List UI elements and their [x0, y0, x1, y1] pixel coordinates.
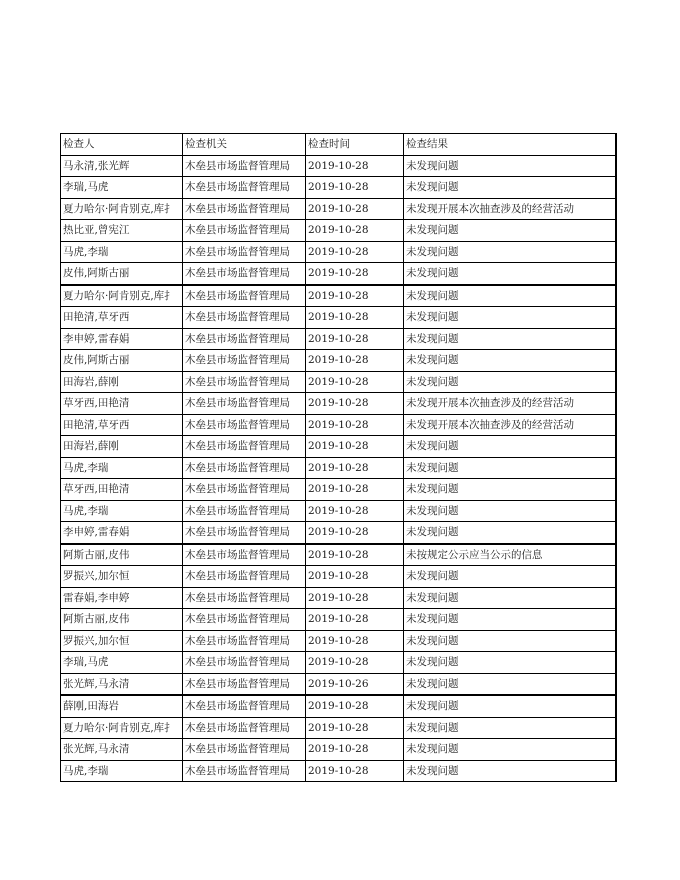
- cell-inspector: 夏力哈尔·阿肯别克,库扌: [61, 717, 183, 739]
- cell-agency: 木垒县市场监督管理局: [183, 457, 306, 479]
- cell-date: 2019-10-28: [306, 609, 404, 631]
- cell-date: 2019-10-28: [306, 393, 404, 415]
- table-row: [61, 328, 616, 350]
- cell-date: 2019-10-28: [306, 307, 404, 329]
- cell-inspector: 薛刚,田海岩: [61, 695, 183, 717]
- cell-inspector: 夏力哈尔·阿肯别克,库扌: [61, 198, 183, 220]
- cell-inspector: 马虎,李瑞: [61, 241, 183, 263]
- cell-agency: 木垒县市场监督管理局: [183, 285, 306, 307]
- cell-inspector: 张光辉,马永清: [61, 739, 183, 761]
- cell-agency: 木垒县市场监督管理局: [183, 307, 306, 329]
- cell-result: 未发现开展本次抽查涉及的经营活动: [404, 198, 616, 220]
- cell-date: 2019-10-28: [306, 587, 404, 609]
- cell-agency: 木垒县市场监督管理局: [183, 760, 306, 782]
- cell-result: 未发现问题: [404, 500, 616, 522]
- cell-result: 未发现问题: [404, 717, 616, 739]
- cell-date: 2019-10-28: [306, 566, 404, 588]
- cell-result: 未发现问题: [404, 522, 616, 544]
- cell-result: 未发现问题: [404, 479, 616, 501]
- cell-date: 2019-10-28: [306, 155, 404, 177]
- table-row: [61, 479, 616, 501]
- cell-date: 2019-10-28: [306, 220, 404, 242]
- table-row: [61, 285, 616, 307]
- cell-date: 2019-10-28: [306, 350, 404, 372]
- cell-result: 未发现问题: [404, 760, 616, 782]
- cell-agency: 木垒县市场监督管理局: [183, 350, 306, 372]
- cell-inspector: 马虎,李瑞: [61, 760, 183, 782]
- table-row: [61, 436, 616, 458]
- table-row: [61, 566, 616, 588]
- cell-agency: 木垒县市场监督管理局: [183, 717, 306, 739]
- cell-inspector: 马虎,李瑞: [61, 457, 183, 479]
- cell-inspector: 皮伟,阿斯古丽: [61, 263, 183, 285]
- cell-inspector: 李瑞,马虎: [61, 652, 183, 674]
- cell-result: 未发现问题: [404, 587, 616, 609]
- cell-date: 2019-10-26: [306, 673, 404, 695]
- cell-inspector: 夏力哈尔·阿肯别克,库扌: [61, 285, 183, 307]
- cell-inspector: 阿斯古丽,皮伟: [61, 609, 183, 631]
- cell-date: 2019-10-28: [306, 177, 404, 199]
- cell-result: 未发现问题: [404, 350, 616, 372]
- cell-date: 2019-10-28: [306, 500, 404, 522]
- cell-date: 2019-10-28: [306, 198, 404, 220]
- cell-inspector: 罗振兴,加尔恒: [61, 630, 183, 652]
- table-row: [61, 609, 616, 631]
- cell-result: 未发现问题: [404, 155, 616, 177]
- cell-agency: 木垒县市场监督管理局: [183, 500, 306, 522]
- cell-date: 2019-10-28: [306, 652, 404, 674]
- cell-agency: 木垒县市场监督管理局: [183, 609, 306, 631]
- cell-date: 2019-10-28: [306, 717, 404, 739]
- table-row: [61, 307, 616, 329]
- cell-date: 2019-10-28: [306, 695, 404, 717]
- cell-date: 2019-10-28: [306, 760, 404, 782]
- cell-agency: 木垒县市场监督管理局: [183, 220, 306, 242]
- header-date: 检查时间: [306, 134, 404, 156]
- table-body: [61, 155, 616, 782]
- cell-date: 2019-10-28: [306, 522, 404, 544]
- cell-agency: 木垒县市场监督管理局: [183, 328, 306, 350]
- cell-result: 未发现开展本次抽查涉及的经营活动: [404, 393, 616, 415]
- cell-inspector: 马虎,李瑞: [61, 500, 183, 522]
- cell-date: 2019-10-28: [306, 479, 404, 501]
- cell-result: 未发现问题: [404, 695, 616, 717]
- cell-inspector: 李瑞,马虎: [61, 177, 183, 199]
- cell-result: 未发现问题: [404, 177, 616, 199]
- cell-date: 2019-10-28: [306, 414, 404, 436]
- cell-agency: 木垒县市场监督管理局: [183, 155, 306, 177]
- table-row: [61, 177, 616, 199]
- cell-result: 未发现问题: [404, 263, 616, 285]
- cell-result: 未发现问题: [404, 371, 616, 393]
- table-row: [61, 630, 616, 652]
- cell-date: 2019-10-28: [306, 328, 404, 350]
- header-agency: 检查机关: [183, 134, 306, 156]
- cell-inspector: 李申婷,雷春娟: [61, 328, 183, 350]
- table-row: [61, 350, 616, 372]
- cell-inspector: 雷春娟,李申婷: [61, 587, 183, 609]
- cell-result: 未发现问题: [404, 220, 616, 242]
- cell-agency: 木垒县市场监督管理局: [183, 522, 306, 544]
- cell-inspector: 张光辉,马永清: [61, 673, 183, 695]
- cell-result: 未发现开展本次抽查涉及的经营活动: [404, 414, 616, 436]
- cell-inspector: 马永清,张光辉: [61, 155, 183, 177]
- cell-result: 未发现问题: [404, 652, 616, 674]
- cell-agency: 木垒县市场监督管理局: [183, 371, 306, 393]
- cell-agency: 木垒县市场监督管理局: [183, 673, 306, 695]
- inspection-records-sheet: [60, 133, 615, 782]
- table-row: [61, 587, 616, 609]
- cell-inspector: 草牙西,田艳清: [61, 479, 183, 501]
- cell-result: 未发现问题: [404, 673, 616, 695]
- cell-agency: 木垒县市场监督管理局: [183, 587, 306, 609]
- cell-date: 2019-10-28: [306, 285, 404, 307]
- cell-agency: 木垒县市场监督管理局: [183, 544, 306, 566]
- cell-inspector: 李申婷,雷春娟: [61, 522, 183, 544]
- header-result: 检查结果: [404, 134, 616, 156]
- cell-agency: 木垒县市场监督管理局: [183, 739, 306, 761]
- table-row: [61, 544, 616, 566]
- cell-date: 2019-10-28: [306, 436, 404, 458]
- cell-inspector: 草牙西,田艳清: [61, 393, 183, 415]
- table-row: [61, 695, 616, 717]
- cell-date: 2019-10-28: [306, 241, 404, 263]
- cell-date: 2019-10-28: [306, 544, 404, 566]
- table-row: [61, 500, 616, 522]
- cell-agency: 木垒县市场监督管理局: [183, 241, 306, 263]
- cell-inspector: 罗振兴,加尔恒: [61, 566, 183, 588]
- cell-result: 未发现问题: [404, 739, 616, 761]
- header-inspector: 检查人: [61, 134, 183, 156]
- cell-date: 2019-10-28: [306, 630, 404, 652]
- cell-inspector: 热比亚,曾宪江: [61, 220, 183, 242]
- cell-agency: 木垒县市场监督管理局: [183, 263, 306, 285]
- table-row: [61, 393, 616, 415]
- cell-result: 未发现问题: [404, 566, 616, 588]
- cell-agency: 木垒县市场监督管理局: [183, 198, 306, 220]
- table-row: [61, 241, 616, 263]
- table-row: [61, 457, 616, 479]
- table-row: [61, 263, 616, 285]
- cell-result: 未发现问题: [404, 630, 616, 652]
- table-row: [61, 673, 616, 695]
- table-row: [61, 717, 616, 739]
- cell-agency: 木垒县市场监督管理局: [183, 177, 306, 199]
- cell-agency: 木垒县市场监督管理局: [183, 652, 306, 674]
- cell-date: 2019-10-28: [306, 371, 404, 393]
- cell-result: 未发现问题: [404, 307, 616, 329]
- cell-result: 未发现问题: [404, 436, 616, 458]
- cell-inspector: 阿斯古丽,皮伟: [61, 544, 183, 566]
- table-row: [61, 198, 616, 220]
- cell-date: 2019-10-28: [306, 739, 404, 761]
- cell-agency: 木垒县市场监督管理局: [183, 436, 306, 458]
- cell-date: 2019-10-28: [306, 263, 404, 285]
- cell-result: 未发现问题: [404, 328, 616, 350]
- table-row: [61, 739, 616, 761]
- table-row: [61, 652, 616, 674]
- cell-agency: 木垒县市场监督管理局: [183, 630, 306, 652]
- table-row: [61, 760, 616, 782]
- cell-agency: 木垒县市场监督管理局: [183, 566, 306, 588]
- table-row: [61, 522, 616, 544]
- cell-agency: 木垒县市场监督管理局: [183, 414, 306, 436]
- cell-result: 未发现问题: [404, 457, 616, 479]
- cell-inspector: 田海岩,薛刚: [61, 371, 183, 393]
- cell-inspector: 田艳清,草牙西: [61, 414, 183, 436]
- cell-result: 未发现问题: [404, 241, 616, 263]
- cell-result: 未按规定公示应当公示的信息: [404, 544, 616, 566]
- table-row: [61, 220, 616, 242]
- cell-agency: 木垒县市场监督管理局: [183, 393, 306, 415]
- table-row: [61, 155, 616, 177]
- table-row: [61, 371, 616, 393]
- cell-result: 未发现问题: [404, 285, 616, 307]
- table-row: [61, 414, 616, 436]
- cell-agency: 木垒县市场监督管理局: [183, 695, 306, 717]
- cell-inspector: 田海岩,薛刚: [61, 436, 183, 458]
- cell-result: 未发现问题: [404, 609, 616, 631]
- table-header-row: [61, 134, 616, 156]
- cell-inspector: 田艳清,草牙西: [61, 307, 183, 329]
- cell-agency: 木垒县市场监督管理局: [183, 479, 306, 501]
- cell-date: 2019-10-28: [306, 457, 404, 479]
- cell-inspector: 皮伟,阿斯古丽: [61, 350, 183, 372]
- inspection-table: [60, 133, 617, 782]
